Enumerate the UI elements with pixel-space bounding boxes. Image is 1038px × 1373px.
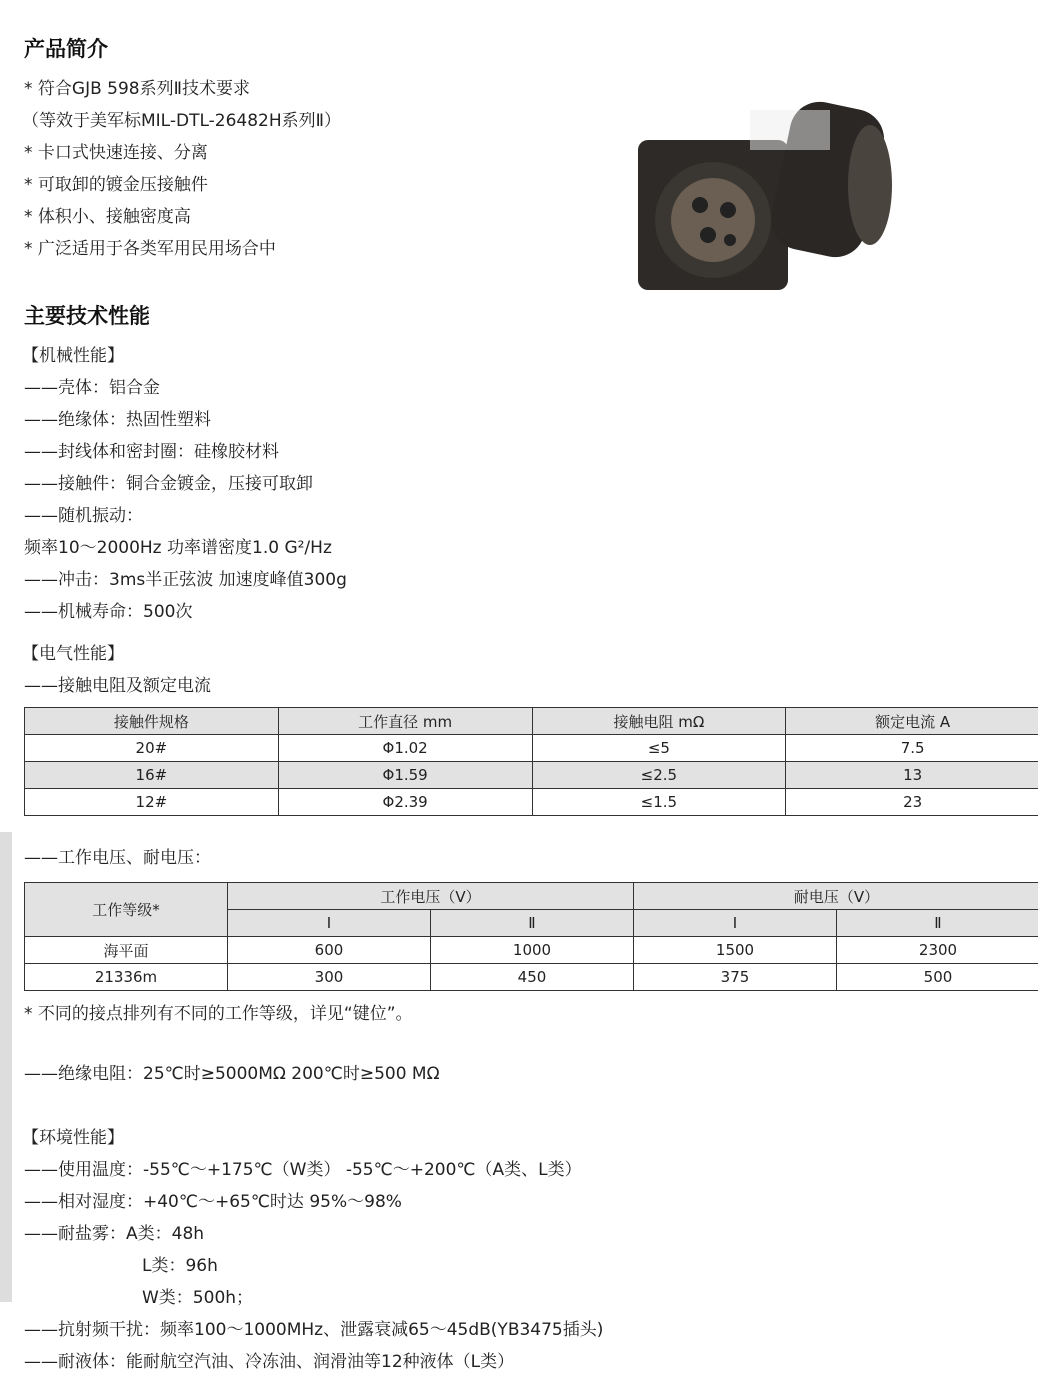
mech-item: ——冲击：3ms半正弦波 加速度峰值300g <box>24 569 347 591</box>
header-cell: 接触电阻 mΩ <box>532 708 786 735</box>
cell: 2300 <box>837 937 1038 964</box>
cell: Φ1.02 <box>278 735 532 762</box>
contact-table <box>24 707 1038 816</box>
cell: 375 <box>634 964 837 991</box>
mech-item: ——随机振动： <box>24 505 143 527</box>
note: * 不同的接点排列有不同的工作等级，详见“键位”。 <box>24 1003 413 1025</box>
mech-item: ——壳体：铝合金 <box>24 377 160 399</box>
env-item: W类：500h； <box>142 1287 253 1309</box>
cell: 450 <box>431 964 634 991</box>
cell: 600 <box>228 937 431 964</box>
header-cell: 额定电流 A <box>786 708 1038 735</box>
env-item: ——抗射频干扰：频率100～1000MHz、泄露衰减65～45dB(YB3475插头) <box>24 1319 603 1341</box>
env-item: L类：96h <box>142 1255 218 1277</box>
header-cell: 工作直径 mm <box>278 708 532 735</box>
mech-item: ——绝缘体：热固性塑料 <box>24 409 211 431</box>
env-item: ——相对湿度：+40℃～+65℃时达 95%～98% <box>24 1191 402 1213</box>
perf-title: 主要技术性能 <box>24 300 150 330</box>
cell: 21336m <box>25 964 228 991</box>
env-title: 【环境性能】 <box>22 1127 124 1149</box>
cell: ≤2.5 <box>532 762 786 789</box>
mech-title: 【机械性能】 <box>22 345 124 367</box>
cell: 12# <box>25 789 279 816</box>
cell: 23 <box>786 789 1038 816</box>
cell: 20# <box>25 735 279 762</box>
mech-item: ——接触件：铜合金镀金，压接可取卸 <box>24 473 313 495</box>
table-header-row <box>25 708 1038 735</box>
table-row <box>25 937 1038 964</box>
header-cell: Ⅱ <box>837 910 1038 937</box>
voltage-table <box>24 882 1038 991</box>
cell: Φ1.59 <box>278 762 532 789</box>
env-item: ——耐液体：能耐航空汽油、冷冻油、润滑油等12种液体（L类） <box>24 1351 514 1373</box>
header-cell: Ⅰ <box>228 910 431 937</box>
cell: ≤1.5 <box>532 789 786 816</box>
table-row <box>25 762 1038 789</box>
intro-title: 产品简介 <box>24 33 108 63</box>
intro-item: * 卡口式快速连接、分离 <box>24 142 208 164</box>
elec-title: 【电气性能】 <box>22 643 124 665</box>
table-row <box>25 735 1038 762</box>
cell: 16# <box>25 762 279 789</box>
intro-item: * 广泛适用于各类军用民用场合中 <box>24 238 276 260</box>
env-item: ——使用温度：-55℃～+175℃（W类） -55℃～+200℃（A类、L类） <box>24 1159 582 1181</box>
header-cell: 接触件规格 <box>25 708 279 735</box>
table-row <box>25 964 1038 991</box>
header-cell: Ⅰ <box>634 910 837 937</box>
intro-item: * 可取卸的镀金压接触件 <box>24 174 208 196</box>
intro-item: * 体积小、接触密度高 <box>24 206 191 228</box>
intro-item: （等效于美军标MIL-DTL-26482H系列Ⅱ） <box>22 110 341 132</box>
cell: 500 <box>837 964 1038 991</box>
intro-item: * 符合GJB 598系列Ⅱ技术要求 <box>24 78 250 100</box>
mech-item: 频率10～2000Hz 功率谱密度1.0 G²/Hz <box>24 537 332 559</box>
connector-product-image <box>630 100 900 300</box>
header-cell: 工作电压（V） <box>228 883 634 910</box>
env-item: ——耐盐雾：A类：48h <box>24 1223 204 1245</box>
header-cell: 耐电压（V） <box>634 883 1038 910</box>
cell: 300 <box>228 964 431 991</box>
cell: 7.5 <box>786 735 1038 762</box>
mech-item: ——封线体和密封圈：硅橡胶材料 <box>24 441 279 463</box>
cell: 海平面 <box>25 937 228 964</box>
mech-item: ——机械寿命：500次 <box>24 601 192 623</box>
table-row <box>25 789 1038 816</box>
cell: 13 <box>786 762 1038 789</box>
elec-sub: ——工作电压、耐电压： <box>24 847 211 869</box>
elec-sub: ——接触电阻及额定电流 <box>24 675 211 697</box>
insulation: ——绝缘电阻：25℃时≥5000MΩ 200℃时≥500 MΩ <box>24 1063 440 1085</box>
cell: 1500 <box>634 937 837 964</box>
side-tab <box>0 832 12 1302</box>
cell: ≤5 <box>532 735 786 762</box>
header-cell: Ⅱ <box>431 910 634 937</box>
cell: 1000 <box>431 937 634 964</box>
cell: Φ2.39 <box>278 789 532 816</box>
header-cell: 工作等级* <box>25 883 228 937</box>
